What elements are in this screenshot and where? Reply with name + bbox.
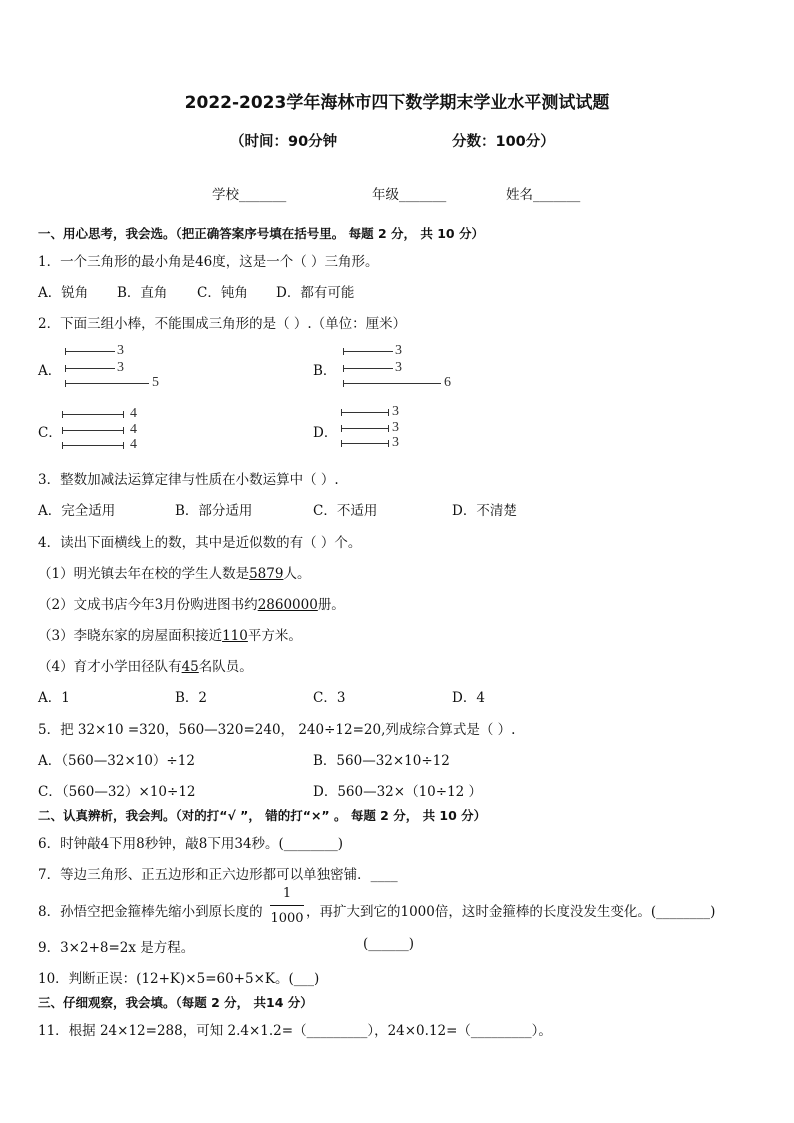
q4-sub2-unit: 册。: [317, 597, 345, 613]
q3-option-c: C．不适用: [313, 503, 378, 519]
stick: [343, 368, 393, 369]
q4-sub3-unit: 平方米。: [247, 628, 302, 644]
q1-option-d: D．都有可能: [276, 285, 355, 301]
stick: [341, 428, 389, 429]
stick-end: [388, 409, 389, 416]
stick: [341, 412, 389, 413]
stick: [65, 368, 115, 369]
section3-heading: 三、仔细观察，我会填。（每题 2 分， 共14 分）: [38, 995, 313, 1010]
stick-length: 3: [395, 360, 402, 375]
q4-option-d: D．4: [452, 690, 485, 706]
section1-heading: 一、用心思考，我会选。（把正确答案序号填在括号里。 每题 2 分， 共 10 分）: [38, 226, 484, 241]
q2-option-a-label: A．: [38, 363, 62, 379]
q4-sub2: [38, 593, 345, 613]
stick-length: 3: [392, 435, 399, 450]
stick-end: [62, 411, 63, 418]
q7: 7．等边三角形、正五边形和正六边形都可以单独密铺．____: [38, 867, 398, 883]
stick: [341, 443, 389, 444]
q5-option-a: A．（560—32×10）÷12: [38, 753, 195, 769]
stick-length: 4: [130, 437, 137, 452]
q5-option-b: B．560—32×10÷12: [313, 753, 450, 769]
stick-end: [123, 411, 124, 418]
stick-end: [65, 380, 66, 387]
q4-sub3-number: 110: [222, 628, 248, 644]
q3-stem: 3．整数加减法运算定律与性质在小数运算中（ ）.: [38, 472, 339, 488]
q4-sub1-number: 5879: [249, 566, 284, 582]
stick-end: [65, 348, 66, 355]
q8-fraction-denominator: 1000: [270, 911, 304, 926]
q5-stem: 5．把 32×10 =320，560—320=240， 240÷12=20,列成综合算式是（ ）.: [38, 722, 516, 738]
q4-sub1-text: （1）明光镇去年在校的学生人数是: [38, 566, 250, 582]
q4-option-a: A．1: [38, 690, 70, 706]
stick-end: [123, 427, 124, 434]
stick-end: [62, 427, 63, 434]
stick-end: [65, 365, 66, 372]
stick-end: [341, 425, 342, 432]
stick-length: 3: [395, 343, 402, 358]
name-field: 姓名_______: [506, 187, 581, 203]
q4-option-c: C．3: [313, 690, 346, 706]
stick: [62, 430, 124, 431]
stick-length: 5: [152, 375, 159, 390]
stick-length: 4: [130, 406, 137, 421]
q5-option-c: C．（560—32）×10÷12: [38, 784, 196, 800]
q4-sub4-number: 45: [181, 659, 199, 675]
q8-fraction-bar: [270, 905, 304, 906]
q2-option-b-label: B．: [313, 363, 337, 379]
q4-option-b: B．2: [175, 690, 208, 706]
q4-sub2-number: 2860000: [257, 597, 318, 613]
q4-sub3: [38, 624, 302, 644]
q8-text: 8．孙悟空把金箍棒先缩小到原长度的: [38, 904, 263, 920]
q8-fraction-numerator: 1: [282, 886, 292, 901]
q1-option-c: C．钝角: [197, 285, 248, 301]
stick-end: [388, 440, 389, 447]
section2-heading: 二、认真辨析，我会判。（对的打“√ ”， 错的打“×” 。 每题 2 分， 共 10 分）: [38, 808, 487, 823]
exam-score: 分数：100分）: [452, 134, 555, 150]
q11: 11．根据 24×12=288，可知 2.4×1.2=（_________），24×0.12=（_________）。: [38, 1023, 552, 1039]
q4-sub4-unit: 名队员。: [198, 659, 253, 675]
q1-option-b: B．直角: [117, 285, 168, 301]
q8-text-end: ，再扩大到它的1000倍，这时金箍棒的长度没发生变化。(________): [306, 904, 716, 920]
stick-length: 6: [444, 375, 451, 390]
q2-stem: 2．下面三组小棒，不能围成三角形的是（ ）.（单位：厘米）: [38, 316, 407, 332]
q4-sub3-text: （3）李晓东家的房屋面积接近: [38, 628, 223, 644]
stick: [343, 351, 393, 352]
exam-time: （时间：90分钟: [230, 134, 338, 150]
stick: [62, 414, 124, 415]
stick-end: [343, 348, 344, 355]
stick-end: [343, 365, 344, 372]
stick-length: 3: [392, 420, 399, 435]
page-title: 2022-2023学年海林市四下数学期末学业水平测试试题: [184, 93, 610, 113]
stick: [343, 383, 441, 384]
q6: 6．时钟敲4下用8秒钟，敲8下用34秒。(________): [38, 836, 344, 852]
stick-end: [123, 442, 124, 449]
q4-sub4-text: （4）育才小学田径队有: [38, 659, 182, 675]
grade-field: 年级_______: [372, 187, 447, 203]
q1-option-a: A．锐角: [38, 285, 89, 301]
stick-length: 4: [130, 422, 137, 437]
stick-end: [341, 440, 342, 447]
q3-option-b: B．部分适用: [175, 503, 253, 519]
q5-option-d: D．560—32×（10÷12 ）: [313, 784, 483, 800]
q4-stem: 4．读出下面横线上的数，其中是近似数的有（ ）个。: [38, 535, 362, 551]
q3-option-d: D．不清楚: [452, 503, 517, 519]
stick-end: [62, 442, 63, 449]
q2-option-c-label: C．: [38, 425, 62, 441]
stick-end: [388, 425, 389, 432]
q1-stem: 1．一个三角形的最小角是46度，这是一个（ ）三角形。: [38, 254, 379, 270]
stick-end: [343, 380, 344, 387]
q9-answer-blank: (______): [363, 936, 415, 952]
q9: 9．3×2+8=2x 是方程。: [38, 940, 195, 956]
q2-option-d-label: D．: [313, 425, 338, 441]
q4-sub1: [38, 562, 310, 582]
stick: [65, 383, 149, 384]
stick-length: 3: [117, 343, 124, 358]
q3-option-a: A．完全适用: [38, 503, 116, 519]
q4-sub1-unit: 人。: [283, 566, 311, 582]
stick-length: 3: [117, 360, 124, 375]
q4-sub2-text: （2）文成书店今年3月份购进图书约: [38, 597, 258, 613]
q10: 10．判断正误：(12+K)×5=60+5×K。(___): [38, 971, 320, 987]
q4-sub4: [38, 655, 253, 675]
stick-end: [341, 409, 342, 416]
school-field: 学校_______: [212, 187, 287, 203]
stick: [65, 351, 115, 352]
stick-length: 3: [392, 404, 399, 419]
stick: [62, 445, 124, 446]
